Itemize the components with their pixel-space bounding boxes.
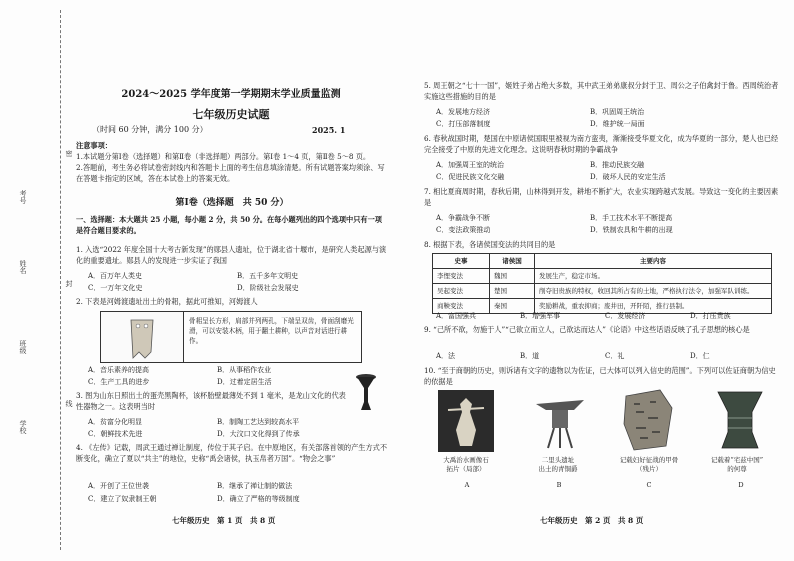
- exam-date: 2025. 1: [312, 125, 346, 135]
- table-cell: 削夺旧贵族的特权，收回其所占有的土地，严格执行法令，加强军队训练。: [535, 284, 772, 299]
- q8-option-a: A．富国强兵: [436, 312, 477, 320]
- oracle-bone-image: [620, 388, 676, 455]
- q6-option-b: B．推动民族交融: [590, 161, 645, 169]
- notes-heading: 注意事项：: [76, 141, 112, 150]
- bronze-jue-image: [530, 390, 590, 455]
- binding-margin: [0, 0, 73, 561]
- stone-relief-image: [438, 390, 494, 455]
- q6-option-d: D．破坏人民的安定生活: [590, 173, 666, 181]
- notes-block: [76, 140, 388, 185]
- question-1: 1. 入选“2022 年度全国十大考古新发现”的郧县人遗址，位于湖北省十堰市，是研究人类起源与演化的重要遗址。郧县人的发现进一步实证了我国: [76, 245, 387, 266]
- q9-option-d: D．仁: [690, 352, 710, 360]
- q3-option-a: A．贫富分化明显: [88, 418, 143, 426]
- question-4: 4. 《左传》记载，周武王通过禅让制度，传位于其子启。在中原地区，有关部落首领的产生方式不断变化，确立了夏以“共主”的地位，史称“禹会诸侯，执玉帛者万国”。“物会之事”: [76, 443, 388, 464]
- page-one-footer: 七年级历史 第 1 页 共 8 页: [172, 516, 276, 526]
- note-2: 2.答题前，考生务必将试卷密封线内和答题卡上面的考生信息填涂清楚。所有试题答案均须涂、写在答题卡指定的区域，答在本试卷上的答案无效。: [76, 163, 385, 184]
- label-d: D: [738, 481, 744, 489]
- q4-option-d: D．确立了严格的等级制度: [217, 495, 300, 503]
- bone-plough-image: [101, 312, 184, 362]
- label-b: B: [556, 481, 562, 489]
- q2-option-c: C．生产工具的进步: [88, 378, 150, 386]
- exam-title: 2024～2025 学年度第一学期期末学业质量监测: [121, 89, 341, 100]
- q9-option-c: C．礼: [605, 352, 625, 360]
- black-pottery-cup-image: [352, 372, 380, 417]
- table-header-row: [433, 254, 772, 269]
- caption-b: 二里头遗址 出土的青铜爵: [538, 456, 578, 474]
- he-zun-image: [712, 388, 768, 455]
- q4-option-c: C．建立了奴隶制王朝: [88, 495, 157, 503]
- q4-option-b: B．继承了禅让制的做法: [217, 482, 293, 490]
- q9-option-b: B．道: [520, 352, 540, 360]
- q2-option-b: B．从事稻作农业: [217, 366, 272, 374]
- caption-d: 记载着“宅兹中国” 的何尊: [710, 456, 764, 474]
- table-row: [433, 269, 772, 284]
- table-cell: 奖励耕战，重农抑商；废井田，开阡陌，推行县制。: [535, 299, 772, 314]
- table-row: [433, 284, 772, 299]
- page-two: [420, 0, 780, 561]
- q5-option-b: B．巩固周王统治: [590, 108, 645, 116]
- q1-option-a: A．百万年人类史: [88, 272, 143, 280]
- q3-option-b: B．制陶工艺达到较高水平: [217, 418, 300, 426]
- seal-dashed-line: [60, 10, 61, 550]
- label-a: A: [464, 481, 470, 489]
- q8-option-d: D．打压贵族: [690, 312, 731, 320]
- q8-reform-table: [432, 253, 772, 314]
- caption-c: 记载妇好征战的甲骨 （残片）: [619, 456, 679, 474]
- table-cell: 李悝变法: [433, 269, 490, 284]
- time-info: （时间 60 分钟，满分 100 分）: [92, 125, 208, 134]
- table-cell: 魏国: [490, 269, 535, 284]
- q2-source-box: [100, 311, 362, 363]
- q6-option-a: A．加强周王室的统治: [436, 161, 505, 169]
- table-header-event: 史事: [433, 254, 490, 269]
- table-cell: 商鞅变法: [433, 299, 490, 314]
- q2-option-a: A．音乐素养的提高: [88, 366, 150, 374]
- question-6: 6. 春秋战国时期，楚国在中原诸侯国眼里被视为南方蛮夷，渐渐接受华夏文化，成为华夏的一部分，楚人也已经完全接受了中原的先进文化理念。这说明春秋时期的争霸战争: [424, 134, 779, 155]
- label-school: 学校: [19, 420, 27, 434]
- q5-option-a: A．发展地方经济: [436, 108, 491, 116]
- q8-option-b: B．增强军事: [520, 312, 561, 320]
- seal-char-feng: 封: [65, 280, 73, 287]
- table-header-content: 主要内容: [535, 254, 772, 269]
- table-cell: 秦国: [490, 299, 535, 314]
- caption-a: 大禹治水画像石 拓片（局部）: [443, 456, 489, 474]
- table-cell: 吴起变法: [433, 284, 490, 299]
- q2-source-text: 骨耜呈长方形，肩部并列两孔，下端呈双齿，骨面刮磨光滑，可以安装木柄，用于翻土耕种，以声音对话进行耕作。: [189, 317, 354, 346]
- label-name: 姓名: [19, 260, 27, 274]
- label-class: 班级: [19, 340, 27, 354]
- q8-option-c: C．发展经济: [605, 312, 646, 320]
- q3-option-c: C．朝鲜技术先进: [88, 430, 143, 438]
- question-5: 5. 周王朝之“七十一国”，姬姓子弟占绝大多数，其中武王弟弟康叔分封于卫、周公之子伯禽封于鲁。西周统治者实施这些措施的目的是: [424, 81, 779, 102]
- q5-option-c: C．打压部落制度: [436, 120, 491, 128]
- section-one-instructions: 一、选择题：本大题共 25 小题，每小题 2 分，共 50 分。在每小题列出的四个选项中只有一项是符合题目要求的。: [76, 215, 382, 236]
- table-header-state: 诸侯国: [490, 254, 535, 269]
- q7-option-c: C．变法政策推动: [436, 226, 491, 234]
- table-cell: 发展生产，稳定市场。: [535, 269, 772, 284]
- seal-char-xian: 线: [65, 400, 73, 407]
- page-one: [72, 0, 390, 561]
- question-2: 2. 下表是河姆渡遗址出土的骨耜，据此可推知，河姆渡人: [76, 297, 258, 306]
- q6-option-c: C．促进民族文化交融: [436, 173, 505, 181]
- q7-option-d: D．铁制农具和牛耕的出现: [590, 226, 673, 234]
- q4-option-a: A．开创了王位世袭: [88, 482, 150, 490]
- q1-option-b: B．五千多年文明史: [237, 272, 299, 280]
- question-7: 7. 相比夏商周时期，春秋后期，山林得到开发，耕地不断扩大，农业实现跨越式发展。导致这一变化的主要因素是: [424, 187, 779, 208]
- q9-option-a: A．法: [436, 352, 456, 360]
- label-c: C: [646, 481, 652, 489]
- page-two-footer: 七年级历史 第 2 页 共 8 页: [540, 516, 644, 526]
- label-number: 考号: [19, 190, 27, 204]
- q3-option-d: D．大汶口文化得到了传承: [217, 430, 300, 438]
- q7-option-b: B．手工技术水平不断提高: [590, 214, 673, 222]
- seal-char-mi: 密: [65, 150, 73, 157]
- question-9: 9. “己所不欲，勿施于人”“己欲立而立人，己欲达而达人”《论语》中这些话语反映了孔子思想的核心是: [424, 325, 750, 334]
- q1-option-d: D．阶级社会发展史: [237, 284, 299, 292]
- subject-title: 七年级历史试题: [192, 108, 270, 121]
- note-1: 1.本试题分第Ⅰ卷（选择题）和第Ⅱ卷（非选择题）两部分。第Ⅰ卷 1～4 页，第Ⅱ卷 5～8 页。: [76, 152, 371, 162]
- q2-option-d: D．过着定居生活: [217, 378, 272, 386]
- q5-option-d: D．维护统一局面: [590, 120, 645, 128]
- q1-option-c: C．一万年文化史: [88, 284, 143, 292]
- part-one-heading: 第Ⅰ卷（选择题 共 50 分）: [175, 198, 289, 208]
- q7-option-a: A．争霸战争不断: [436, 214, 491, 222]
- question-8: 8. 根据下表，各诸侯国变法的共同目的是: [424, 240, 556, 249]
- question-3: 3. 图为山东日照出土的蛋壳黑陶杯，该杯胎壁最薄处不到 1 毫米，是龙山文化的代表性器物之一。这表明当时: [76, 391, 346, 412]
- table-cell: 楚国: [490, 284, 535, 299]
- question-10: 10. “至于商朝的历史，则诉诸有文字的遗物以为佐证，已大体可以列入信史的范围”。下列可以佐证商朝为信史的依据是: [424, 366, 776, 387]
